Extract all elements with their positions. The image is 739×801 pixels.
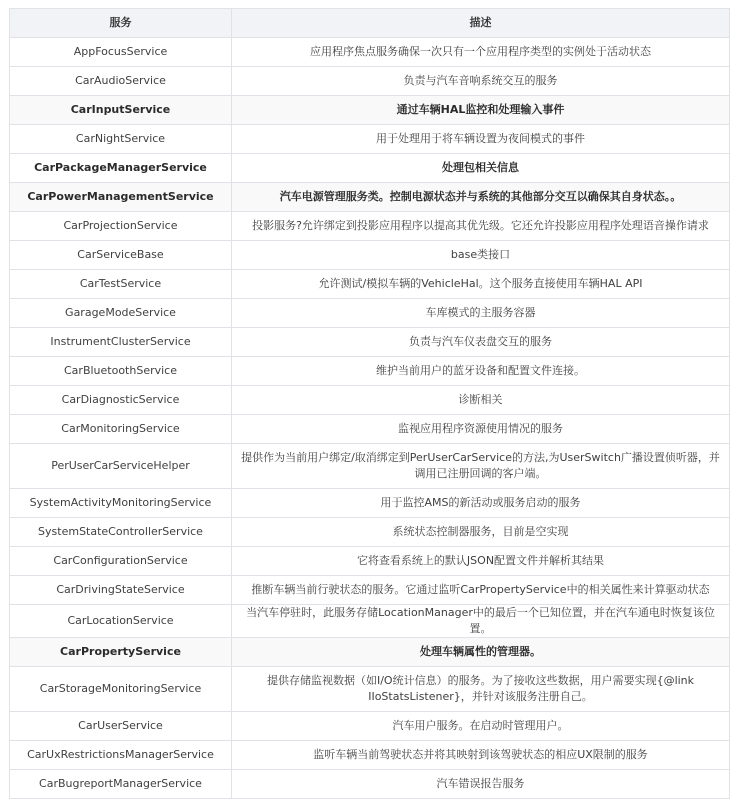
table-row (10, 357, 730, 386)
service-description: 它将查看系统上的默认JSON配置文件并解析其结果 (232, 547, 730, 576)
service-description: 当汽车停驻时，此服务存储LocationManager中的最后一个已知位置，并在汽车通电时恢复该位置。 (232, 605, 730, 638)
table-row (10, 212, 730, 241)
service-name: PerUserCarServiceHelper (10, 444, 232, 489)
table-row (10, 489, 730, 518)
service-description: 监视应用程序资源使用情况的服务 (232, 415, 730, 444)
table-row (10, 67, 730, 96)
service-description: 汽车电源管理服务类。控制电源状态并与系统的其他部分交互以确保其自身状态。。 (232, 183, 730, 212)
table-row (10, 154, 730, 183)
service-description: 处理包相关信息 (232, 154, 730, 183)
service-name: InstrumentClusterService (10, 328, 232, 357)
service-name: CarDrivingStateService (10, 576, 232, 605)
service-name: CarStorageMonitoringService (10, 667, 232, 712)
table-row (10, 270, 730, 299)
table-row (10, 712, 730, 741)
table-row (10, 415, 730, 444)
service-name: CarConfigurationService (10, 547, 232, 576)
table-row (10, 667, 730, 712)
service-description: 推断车辆当前行驶状态的服务。它通过监听CarPropertyService中的相关属性来计算驱动状态 (232, 576, 730, 605)
service-description: 提供存储监视数据（如I/O统计信息）的服务。为了接收这些数据，用户需要实现{@link IIoStatsListener}，并针对该服务注册自己。 (232, 667, 730, 712)
table-row (10, 576, 730, 605)
table-row (10, 518, 730, 547)
service-name: CarProjectionService (10, 212, 232, 241)
table-row (10, 547, 730, 576)
service-name: CarLocationService (10, 605, 232, 638)
service-name: CarTestService (10, 270, 232, 299)
service-description: 处理车辆属性的管理器。 (232, 638, 730, 667)
service-description: 通过车辆HAL监控和处理输入事件 (232, 96, 730, 125)
service-description: 应用程序焦点服务确保一次只有一个应用程序类型的实例处于活动状态 (232, 38, 730, 67)
table-row (10, 386, 730, 415)
table-row (10, 770, 730, 799)
table-row (10, 38, 730, 67)
service-name: GarageModeService (10, 299, 232, 328)
table-row (10, 241, 730, 270)
service-name: CarPropertyService (10, 638, 232, 667)
service-description: 提供作为当前用户绑定/取消绑定到PerUserCarService的方法,为UserSwitch广播设置侦听器，并调用已注册回调的客户端。 (232, 444, 730, 489)
service-name: CarDiagnosticService (10, 386, 232, 415)
header-service: 服务 (10, 9, 232, 38)
service-name: SystemActivityMonitoringService (10, 489, 232, 518)
service-description: 监听车辆当前驾驶状态并将其映射到该驾驶状态的相应UX限制的服务 (232, 741, 730, 770)
service-name: CarMonitoringService (10, 415, 232, 444)
service-name: CarAudioService (10, 67, 232, 96)
service-description: 汽车用户服务。在启动时管理用户。 (232, 712, 730, 741)
service-name: CarUxRestrictionsManagerService (10, 741, 232, 770)
service-description: 系统状态控制器服务，目前是空实现 (232, 518, 730, 547)
service-description: 维护当前用户的蓝牙设备和配置文件连接。 (232, 357, 730, 386)
service-description: 允许测试/模拟车辆的VehicleHal。这个服务直接使用车辆HAL API (232, 270, 730, 299)
service-description: 投影服务?允许绑定到投影应用程序以提高其优先级。它还允许投影应用程序处理语音操作请求 (232, 212, 730, 241)
service-name: AppFocusService (10, 38, 232, 67)
service-name: CarBluetoothService (10, 357, 232, 386)
table-row (10, 96, 730, 125)
service-name: CarUserService (10, 712, 232, 741)
service-name: CarPowerManagementService (10, 183, 232, 212)
table-row (10, 183, 730, 212)
table-header-row (10, 9, 730, 38)
table-row (10, 299, 730, 328)
service-description: 车库模式的主服务容器 (232, 299, 730, 328)
service-name: CarServiceBase (10, 241, 232, 270)
service-name: CarInputService (10, 96, 232, 125)
table-row (10, 125, 730, 154)
header-description: 描述 (232, 9, 730, 38)
service-description: 汽车错误报告服务 (232, 770, 730, 799)
service-description: 用于监控AMS的新活动或服务启动的服务 (232, 489, 730, 518)
service-description: 负责与汽车音响系统交互的服务 (232, 67, 730, 96)
table-row (10, 605, 730, 638)
service-name: CarNightService (10, 125, 232, 154)
table-row (10, 638, 730, 667)
service-name: SystemStateControllerService (10, 518, 232, 547)
table-row (10, 444, 730, 489)
service-name: CarBugreportManagerService (10, 770, 232, 799)
service-description: base类接口 (232, 241, 730, 270)
service-name: CarPackageManagerService (10, 154, 232, 183)
table-row (10, 741, 730, 770)
service-description: 诊断相关 (232, 386, 730, 415)
service-description: 用于处理用于将车辆设置为夜间模式的事件 (232, 125, 730, 154)
table-row (10, 328, 730, 357)
services-table (9, 8, 730, 799)
service-description: 负责与汽车仪表盘交互的服务 (232, 328, 730, 357)
